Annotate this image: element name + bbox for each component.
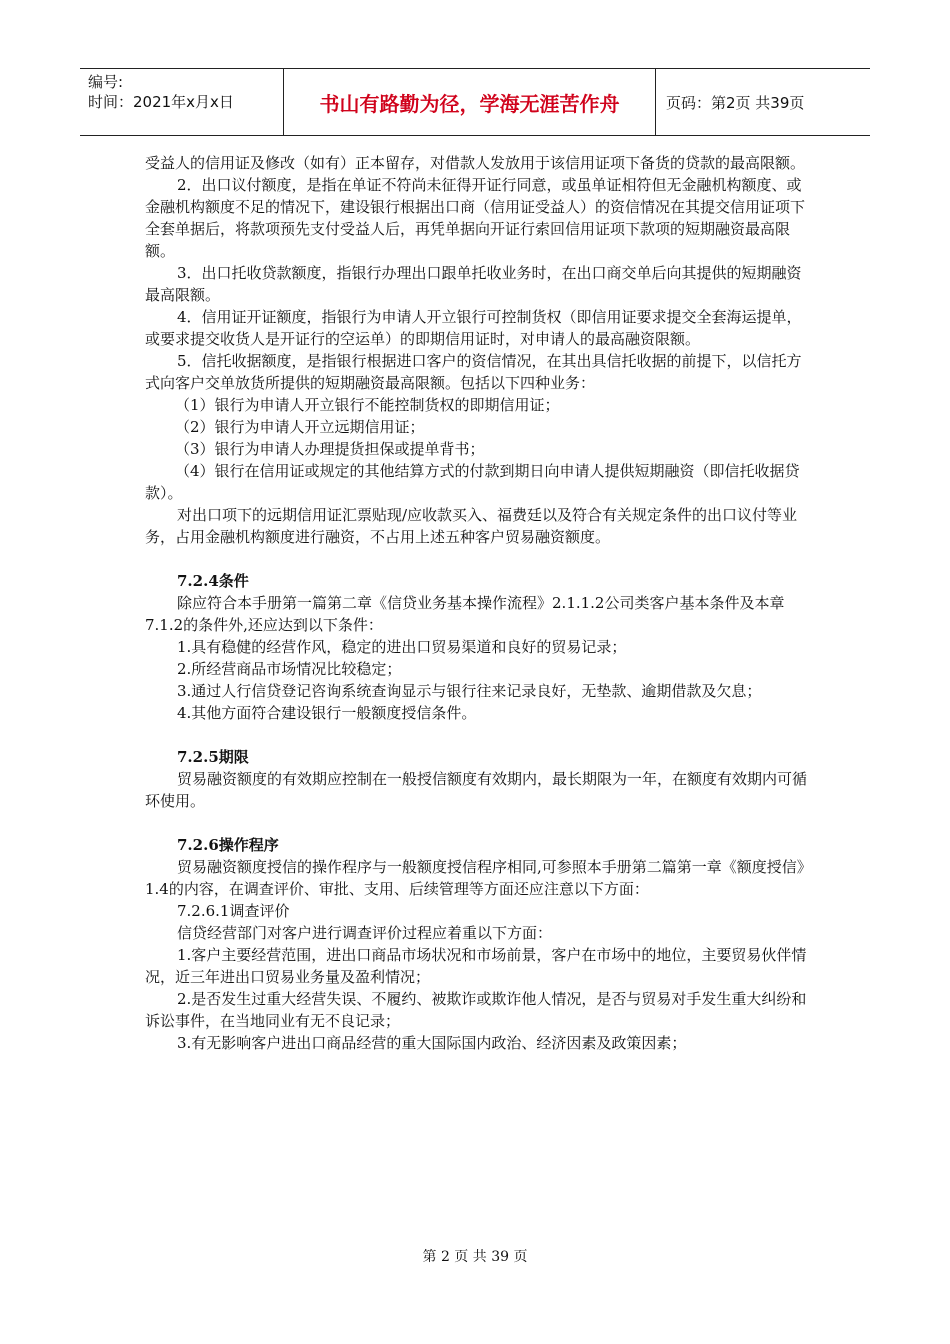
list-item: 2.所经营商品市场情况比较稳定； xyxy=(177,660,402,678)
page-header xyxy=(80,68,870,136)
paragraph: 3．出口托收贷款额度，指银行办理出口跟单托收业务时，在出口商交单后向其提供的短期融资最高限额。 xyxy=(145,264,802,304)
list-item: 3.通过人行信贷登记咨询系统查询显示与银行往来记录良好，无垫款、逾期借款及欠息； xyxy=(177,682,762,700)
paragraph: 除应符合本手册第一篇第二章《信贷业务基本操作流程》2.1.1.2公司类客户基本条件及本章7.1.2的条件外,还应达到以下条件： xyxy=(145,594,785,634)
list-item: 3.有无影响客户进出口商品经营的重大国际国内政治、经济因素及政策因素； xyxy=(177,1034,687,1052)
paragraph: 对出口项下的远期信用证汇票贴现/应收款买入、福费廷以及符合有关规定条件的出口议付等业务，占用金融机构额度进行融资，不占用上述五种客户贸易融资额度。 xyxy=(145,506,798,546)
paragraph: 贸易融资额度授信的操作程序与一般额度授信程序相同,可参照本手册第二篇第一章《额度授信》1.4的内容，在调查评价、审批、支用、后续管理等方面还应注意以下方面： xyxy=(145,858,805,898)
list-item: （1）银行为申请人开立银行不能控制货权的即期信用证； xyxy=(175,396,560,414)
paragraph: 贸易融资额度的有效期应控制在一般授信额度有效期内，最长期限为一年，在额度有效期内可循环使用。 xyxy=(145,770,808,810)
number-label: 编号: xyxy=(88,73,124,91)
page-footer: 第 2 页 共 39 页 xyxy=(422,1249,528,1265)
paragraph: 5．信托收据额度，是指银行根据进口客户的资信情况，在其出具信托收据的前提下，以信托方式向客户交单放货所提供的短期融资最高限额。包括以下四种业务： xyxy=(145,352,802,392)
list-item: （2）银行为申请人开立远期信用证； xyxy=(175,418,425,436)
header-motto: 书山有路勤为径，学海无涯苦作舟 xyxy=(284,69,656,135)
list-item: （3）银行为申请人办理提货担保或提单背书； xyxy=(175,440,485,458)
paragraph: 受益人的信用证及修改（如有）正本留存，对借款人发放用于该信用证项下备货的贷款的最高限额。 xyxy=(145,154,806,172)
time-label: 时间：2021年x月x日 xyxy=(88,93,234,111)
list-item: 2.是否发生过重大经营失误、不履约、被欺诈或欺诈他人情况，是否与贸易对手发生重大纠纷和诉讼事件，在当地同业有无不良记录； xyxy=(145,990,807,1030)
document-body xyxy=(145,152,810,1054)
section-heading: 7.2.6操作程序 xyxy=(177,836,279,854)
header-meta xyxy=(80,69,284,135)
list-item: 1.具有稳健的经营作风，稳定的进出口贸易渠道和良好的贸易记录； xyxy=(177,638,627,656)
list-item: （4）银行在信用证或规定的其他结算方式的付款到期日向申请人提供短期融资（即信托收据贷款）。 xyxy=(145,462,800,502)
paragraph: 4．信用证开证额度，指银行为申请人开立银行可控制货权（即信用证要求提交全套海运提单，或要求提交收货人是开证行的空运单）的即期信用证时，对申请人的最高融资限额。 xyxy=(145,308,802,348)
paragraph: 信贷经营部门对客户进行调查评价过程应着重以下方面： xyxy=(177,924,553,942)
section-heading: 7.2.5期限 xyxy=(177,748,249,766)
header-page-info: 页码：第2页 共39页 xyxy=(666,93,805,112)
list-item: 4.其他方面符合建设银行一般额度授信条件。 xyxy=(177,704,477,722)
section-heading: 7.2.4条件 xyxy=(177,572,249,590)
subsection-heading: 7.2.6.1调查评价 xyxy=(177,902,290,920)
paragraph: 2．出口议付额度，是指在单证不符尚未征得开证行同意，或虽单证相符但无金融机构额度、或金融机构额度不足的情况下，建设银行根据出口商（信用证受益人）的资信情况在其提交信用证项下全套单据后，将款项预先支付受益人后，再凭单据向开证行索回信用证项下款项的短期融资最高限额。 xyxy=(145,176,806,260)
list-item: 1.客户主要经营范围，进出口商品市场状况和市场前景，客户在市场中的地位，主要贸易伙伴情况，近三年进出口贸易业务量及盈利情况； xyxy=(145,946,807,986)
